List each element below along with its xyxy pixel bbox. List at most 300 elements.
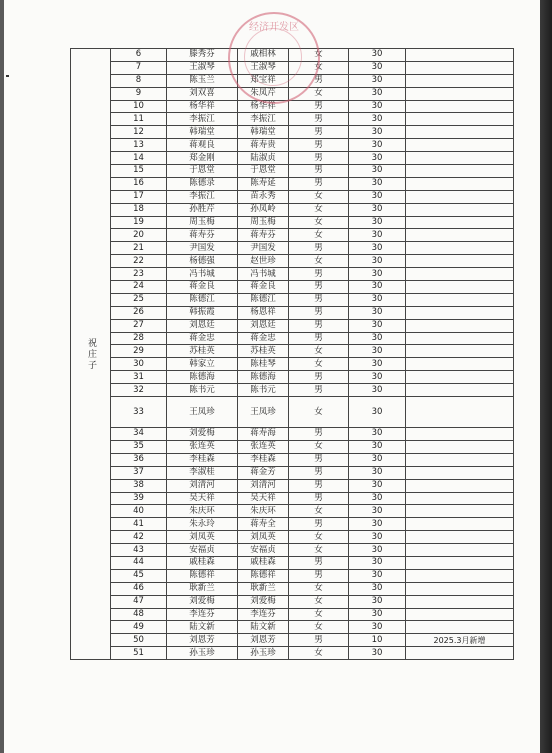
row-number: 23 (111, 268, 167, 281)
resident-name: 李淑桂 (167, 466, 238, 479)
resident-name: 于恩堂 (167, 165, 238, 178)
note (406, 293, 514, 306)
row-number: 44 (111, 556, 167, 569)
holder-name: 朱凤芹 (238, 87, 289, 100)
table-row (71, 634, 514, 647)
holder-name: 刘凤英 (238, 531, 289, 544)
holder-name: 蒋寿贵 (238, 139, 289, 152)
note (406, 87, 514, 100)
row-number: 45 (111, 569, 167, 582)
gender: 男 (289, 74, 349, 87)
amount: 30 (349, 569, 406, 582)
holder-name: 蒋寿海 (238, 428, 289, 441)
resident-name: 蒋寿芬 (167, 229, 238, 242)
row-number: 9 (111, 87, 167, 100)
table-row (71, 190, 514, 203)
row-number: 27 (111, 319, 167, 332)
holder-name: 刘恩廷 (238, 319, 289, 332)
table-row (71, 384, 514, 397)
note (406, 177, 514, 190)
amount: 30 (349, 544, 406, 557)
table-row (71, 531, 514, 544)
table-row (71, 216, 514, 229)
gender: 女 (289, 440, 349, 453)
note (406, 61, 514, 74)
row-number: 6 (111, 49, 167, 62)
table-row (71, 440, 514, 453)
resident-name: 韩振霞 (167, 306, 238, 319)
table-row (71, 126, 514, 139)
row-number: 41 (111, 518, 167, 531)
amount: 30 (349, 306, 406, 319)
gender: 女 (289, 190, 349, 203)
table-row (71, 293, 514, 306)
table-row (71, 306, 514, 319)
note (406, 281, 514, 294)
table-row (71, 319, 514, 332)
gender: 男 (289, 518, 349, 531)
margin-mark (6, 75, 9, 77)
row-number: 22 (111, 255, 167, 268)
amount: 30 (349, 384, 406, 397)
gender: 女 (289, 531, 349, 544)
holder-name: 蒋金忠 (238, 332, 289, 345)
amount: 30 (349, 229, 406, 242)
row-number: 19 (111, 216, 167, 229)
gender: 男 (289, 139, 349, 152)
table-row (71, 61, 514, 74)
holder-name: 冯书城 (238, 268, 289, 281)
gender: 女 (289, 608, 349, 621)
row-number: 48 (111, 608, 167, 621)
resident-name: 吴天祥 (167, 492, 238, 505)
table-row (71, 203, 514, 216)
note (406, 608, 514, 621)
resident-name: 戚桂森 (167, 556, 238, 569)
amount: 30 (349, 505, 406, 518)
resident-name: 周玉梅 (167, 216, 238, 229)
gender: 男 (289, 242, 349, 255)
amount: 30 (349, 126, 406, 139)
gender: 男 (289, 371, 349, 384)
gender: 女 (289, 647, 349, 660)
amount: 30 (349, 177, 406, 190)
amount: 30 (349, 255, 406, 268)
holder-name: 陆文新 (238, 621, 289, 634)
holder-name: 刘爱梅 (238, 595, 289, 608)
table-row (71, 466, 514, 479)
row-number: 11 (111, 113, 167, 126)
note (406, 255, 514, 268)
resident-name: 陈玉兰 (167, 74, 238, 87)
note (406, 569, 514, 582)
gender: 男 (289, 281, 349, 294)
gender: 男 (289, 556, 349, 569)
amount: 30 (349, 582, 406, 595)
amount: 30 (349, 397, 406, 428)
table-row (71, 268, 514, 281)
note (406, 544, 514, 557)
note (406, 268, 514, 281)
holder-name: 王凤珍 (238, 397, 289, 428)
resident-name: 王淑琴 (167, 61, 238, 74)
table-row (71, 139, 514, 152)
note (406, 440, 514, 453)
table-row (71, 281, 514, 294)
note (406, 139, 514, 152)
row-number: 35 (111, 440, 167, 453)
holder-name: 杨华祥 (238, 100, 289, 113)
table-row (71, 608, 514, 621)
seal-text: 经济开发区 (249, 22, 299, 33)
gender: 男 (289, 319, 349, 332)
table-row (71, 397, 514, 428)
resident-name: 刘爱梅 (167, 595, 238, 608)
holder-name: 陈桂琴 (238, 358, 289, 371)
holder-name: 韩瑞堂 (238, 126, 289, 139)
amount: 30 (349, 319, 406, 332)
holder-name: 陈德祥 (238, 569, 289, 582)
row-number: 16 (111, 177, 167, 190)
amount: 30 (349, 595, 406, 608)
resident-name: 刘恩廷 (167, 319, 238, 332)
table-row (71, 582, 514, 595)
note (406, 306, 514, 319)
resident-name: 王凤珍 (167, 397, 238, 428)
resident-name: 朱庆环 (167, 505, 238, 518)
note (406, 384, 514, 397)
note (406, 203, 514, 216)
amount: 30 (349, 358, 406, 371)
resident-name: 耿新兰 (167, 582, 238, 595)
note (406, 113, 514, 126)
amount: 30 (349, 165, 406, 178)
row-number: 10 (111, 100, 167, 113)
gender: 男 (289, 492, 349, 505)
note (406, 453, 514, 466)
table-row (71, 255, 514, 268)
gender: 女 (289, 216, 349, 229)
table-row (71, 242, 514, 255)
amount: 30 (349, 190, 406, 203)
gender: 男 (289, 384, 349, 397)
amount: 30 (349, 203, 406, 216)
amount: 30 (349, 113, 406, 126)
row-number: 46 (111, 582, 167, 595)
holder-name: 蒋寿全 (238, 518, 289, 531)
row-number: 37 (111, 466, 167, 479)
gender: 女 (289, 397, 349, 428)
holder-name: 周玉梅 (238, 216, 289, 229)
amount: 30 (349, 268, 406, 281)
row-number: 33 (111, 397, 167, 428)
resident-name: 陈德江 (167, 293, 238, 306)
resident-name: 陈书元 (167, 384, 238, 397)
table-body (71, 49, 514, 660)
gender: 女 (289, 621, 349, 634)
amount: 30 (349, 492, 406, 505)
resident-name: 杨华祥 (167, 100, 238, 113)
row-number: 31 (111, 371, 167, 384)
holder-name: 李振江 (238, 113, 289, 126)
amount: 30 (349, 332, 406, 345)
row-number: 20 (111, 229, 167, 242)
resident-name: 朱永玲 (167, 518, 238, 531)
amount: 30 (349, 531, 406, 544)
gender: 男 (289, 126, 349, 139)
resident-name: 韩家立 (167, 358, 238, 371)
row-number: 51 (111, 647, 167, 660)
amount: 10 (349, 634, 406, 647)
resident-name: 李桂森 (167, 453, 238, 466)
gender: 男 (289, 152, 349, 165)
row-number: 24 (111, 281, 167, 294)
row-number: 25 (111, 293, 167, 306)
amount: 30 (349, 242, 406, 255)
resident-name: 蒋金良 (167, 281, 238, 294)
resident-name: 刘双喜 (167, 87, 238, 100)
holder-name: 刘清河 (238, 479, 289, 492)
gender: 男 (289, 569, 349, 582)
amount: 30 (349, 216, 406, 229)
holder-name: 张连英 (238, 440, 289, 453)
holder-name: 陈寿延 (238, 177, 289, 190)
note (406, 466, 514, 479)
note (406, 518, 514, 531)
amount: 30 (349, 100, 406, 113)
note (406, 332, 514, 345)
note (406, 595, 514, 608)
gender: 男 (289, 113, 349, 126)
table-row (71, 165, 514, 178)
note (406, 556, 514, 569)
row-number: 38 (111, 479, 167, 492)
row-number: 29 (111, 345, 167, 358)
note (406, 100, 514, 113)
scanner-edge (540, 0, 552, 753)
holder-name: 刘恩芳 (238, 634, 289, 647)
note (406, 621, 514, 634)
amount: 30 (349, 139, 406, 152)
holder-name: 孙玉珍 (238, 647, 289, 660)
resident-name: 安福贞 (167, 544, 238, 557)
resident-name: 李连芬 (167, 608, 238, 621)
row-number: 18 (111, 203, 167, 216)
resident-name: 冯书城 (167, 268, 238, 281)
row-number: 42 (111, 531, 167, 544)
row-number: 28 (111, 332, 167, 345)
gender: 女 (289, 203, 349, 216)
amount: 30 (349, 293, 406, 306)
gender: 男 (289, 466, 349, 479)
row-number: 34 (111, 428, 167, 441)
gender: 女 (289, 229, 349, 242)
table-row (71, 113, 514, 126)
amount: 30 (349, 453, 406, 466)
row-number: 40 (111, 505, 167, 518)
table-row (71, 621, 514, 634)
amount: 30 (349, 49, 406, 62)
holder-name: 陈德江 (238, 293, 289, 306)
resident-name: 陆文新 (167, 621, 238, 634)
resident-name: 滕秀芬 (167, 49, 238, 62)
village-name: 祝庄子 (71, 49, 111, 660)
row-number: 50 (111, 634, 167, 647)
table-row (71, 428, 514, 441)
amount: 30 (349, 621, 406, 634)
holder-name: 安福贞 (238, 544, 289, 557)
gender: 女 (289, 345, 349, 358)
holder-name: 王淑琴 (238, 61, 289, 74)
note (406, 492, 514, 505)
resident-name: 李振江 (167, 190, 238, 203)
gender: 男 (289, 479, 349, 492)
row-number: 43 (111, 544, 167, 557)
gender: 男 (289, 268, 349, 281)
note (406, 582, 514, 595)
holder-name: 杨恩祥 (238, 306, 289, 319)
table-row (71, 479, 514, 492)
table-row (71, 74, 514, 87)
table-row (71, 518, 514, 531)
gender: 男 (289, 100, 349, 113)
row-number: 13 (111, 139, 167, 152)
table-row (71, 87, 514, 100)
gender: 男 (289, 634, 349, 647)
holder-name: 苗永秀 (238, 190, 289, 203)
resident-name: 蒋金忠 (167, 332, 238, 345)
row-number: 17 (111, 190, 167, 203)
amount: 30 (349, 371, 406, 384)
gender: 男 (289, 293, 349, 306)
holder-name: 于恩堂 (238, 165, 289, 178)
resident-name: 蒋观良 (167, 139, 238, 152)
row-number: 47 (111, 595, 167, 608)
table-row (71, 544, 514, 557)
row-number: 32 (111, 384, 167, 397)
resident-name: 孙胜芹 (167, 203, 238, 216)
amount: 30 (349, 440, 406, 453)
table-row (71, 595, 514, 608)
amount: 30 (349, 518, 406, 531)
table-row (71, 569, 514, 582)
note (406, 126, 514, 139)
holder-name: 戚桂森 (238, 556, 289, 569)
table-row (71, 371, 514, 384)
note (406, 165, 514, 178)
gender: 女 (289, 255, 349, 268)
table-row (71, 556, 514, 569)
note (406, 647, 514, 660)
table-row (71, 100, 514, 113)
note (406, 428, 514, 441)
holder-name: 陈德海 (238, 371, 289, 384)
resident-name: 孙玉珍 (167, 647, 238, 660)
subsidy-table (70, 48, 514, 660)
gender: 女 (289, 61, 349, 74)
table-row (71, 49, 514, 62)
amount: 30 (349, 87, 406, 100)
note (406, 229, 514, 242)
gender: 女 (289, 595, 349, 608)
gender: 女 (289, 505, 349, 518)
resident-name: 刘恩芳 (167, 634, 238, 647)
resident-name: 杨德强 (167, 255, 238, 268)
resident-name: 张连英 (167, 440, 238, 453)
amount: 30 (349, 281, 406, 294)
resident-name: 刘清河 (167, 479, 238, 492)
row-number: 14 (111, 152, 167, 165)
row-number: 39 (111, 492, 167, 505)
amount: 30 (349, 74, 406, 87)
holder-name: 陆淑贞 (238, 152, 289, 165)
table-row (71, 505, 514, 518)
row-number: 30 (111, 358, 167, 371)
resident-name: 陈德录 (167, 177, 238, 190)
table-row (71, 647, 514, 660)
row-number: 26 (111, 306, 167, 319)
gender: 男 (289, 453, 349, 466)
holder-name: 李桂森 (238, 453, 289, 466)
holder-name: 苏桂英 (238, 345, 289, 358)
note (406, 49, 514, 62)
note (406, 479, 514, 492)
gender: 女 (289, 49, 349, 62)
row-number: 15 (111, 165, 167, 178)
amount: 30 (349, 466, 406, 479)
gender: 男 (289, 428, 349, 441)
holder-name: 吴天祥 (238, 492, 289, 505)
amount: 30 (349, 345, 406, 358)
resident-name: 郑金刚 (167, 152, 238, 165)
gender: 女 (289, 87, 349, 100)
table-row (71, 345, 514, 358)
resident-name: 苏桂英 (167, 345, 238, 358)
gender: 男 (289, 306, 349, 319)
table-row (71, 229, 514, 242)
resident-name: 陈德海 (167, 371, 238, 384)
note: 2025.3月新增 (406, 634, 514, 647)
amount: 30 (349, 647, 406, 660)
table-row (71, 332, 514, 345)
note (406, 531, 514, 544)
resident-name: 韩瑞堂 (167, 126, 238, 139)
amount: 30 (349, 428, 406, 441)
holder-name: 耿新兰 (238, 582, 289, 595)
gender: 女 (289, 582, 349, 595)
note (406, 152, 514, 165)
row-number: 12 (111, 126, 167, 139)
holder-name: 蒋金芳 (238, 466, 289, 479)
amount: 30 (349, 61, 406, 74)
note (406, 505, 514, 518)
resident-name: 陈德祥 (167, 569, 238, 582)
amount: 30 (349, 556, 406, 569)
holder-name: 陈书元 (238, 384, 289, 397)
gender: 女 (289, 544, 349, 557)
amount: 30 (349, 152, 406, 165)
amount: 30 (349, 608, 406, 621)
table-row (71, 453, 514, 466)
gender: 男 (289, 165, 349, 178)
resident-name: 刘凤英 (167, 531, 238, 544)
note (406, 319, 514, 332)
holder-name: 戚相林 (238, 49, 289, 62)
table-row (71, 177, 514, 190)
holder-name: 孙凤岭 (238, 203, 289, 216)
holder-name: 郑宝祥 (238, 74, 289, 87)
note (406, 242, 514, 255)
